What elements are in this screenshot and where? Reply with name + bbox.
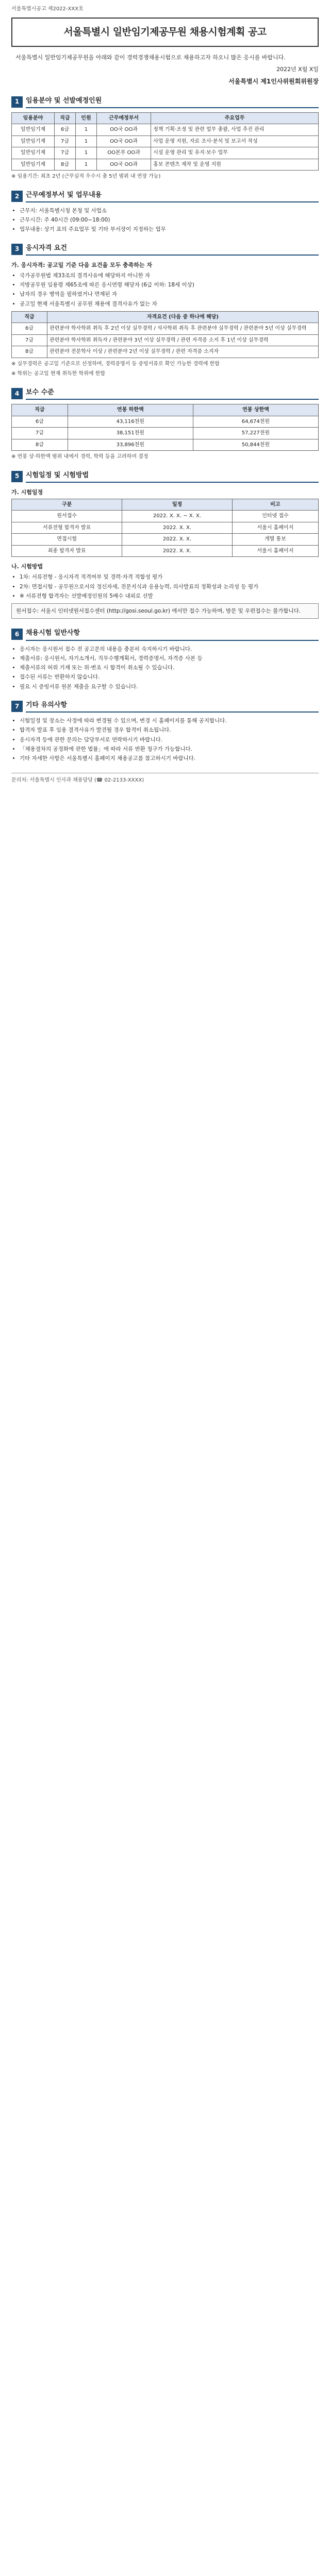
- list-item: • 지방공무원 임용령 제65조에 따른 응시연령 해당자 (6급 이하: 18세 이상): [20, 281, 319, 289]
- list-item: • 공고일 현재 서울특별시 공무원 채용에 결격사유가 없는 자: [20, 300, 319, 308]
- salary-table: [11, 404, 319, 451]
- section-label: 응시자격 요건: [26, 243, 319, 256]
- table-header-row: [12, 311, 319, 323]
- list-item: • 근무시간: 주 40시간 (09:00~18:00): [20, 216, 319, 224]
- table-cell: 홍보 콘텐츠 제작 및 운영 지원: [151, 159, 319, 171]
- table-cell: 원서접수: [12, 511, 122, 522]
- table-row: [12, 323, 319, 335]
- table-header-row: [12, 499, 319, 511]
- table-cell: 38,151천원: [68, 428, 193, 439]
- section-number: 5: [11, 471, 23, 482]
- table-cell: 일반임기제: [12, 147, 55, 159]
- list-item: • 접수된 서류는 반환하지 않습니다.: [20, 673, 319, 681]
- table-header: 일정: [122, 499, 233, 511]
- table-cell: 6급: [12, 416, 68, 428]
- list-item: • 1차: 서류전형 - 응시자격 적격여부 및 경력·자격 적합성 평가: [20, 573, 319, 581]
- list: [11, 207, 319, 234]
- table-header: 주요업무: [151, 112, 319, 124]
- list-item: • 2차: 면접시험 - 공무원으로서의 정신자세, 전문지식과 응용능력, 의사발표의 정확성과 논리성 등 평가: [20, 583, 319, 591]
- table-row: [12, 334, 319, 346]
- table-cell: 최종 합격자 발표: [12, 545, 122, 557]
- table-header-row: [12, 404, 319, 416]
- announcement-date: 2022년 X월 X일: [276, 65, 319, 73]
- table-row: [12, 416, 319, 428]
- subheading: 가. 시험일정: [11, 488, 43, 496]
- table-cell: 6급: [12, 323, 47, 335]
- table-cell: 7급: [54, 147, 75, 159]
- section-heading-6: [11, 628, 319, 640]
- table-cell: 2022. X. X.: [122, 534, 233, 546]
- table-cell: 1: [75, 124, 96, 136]
- list-item: • 국가공무원법 제33조의 결격사유에 해당하지 아니한 자: [20, 272, 319, 280]
- table-cell: OO국 OO과: [96, 124, 151, 136]
- table-row: [12, 124, 319, 136]
- schedule-table: [11, 499, 319, 557]
- section-number: 3: [11, 244, 23, 255]
- section-heading-4: [11, 387, 319, 400]
- table-header: 임용분야: [12, 112, 55, 124]
- table-cell: 8급: [12, 439, 68, 451]
- section-heading-2: [11, 190, 319, 202]
- qualification-table: [11, 311, 319, 358]
- list-item: • 응시자격 등에 관한 문의는 담당부서로 연락하시기 바랍니다.: [20, 736, 319, 744]
- section-number: 2: [11, 191, 23, 202]
- signer: 서울특별시 제1인사위원회위원장: [228, 78, 319, 86]
- list-item: • 제출서류: 응시원서, 자기소개서, 직무수행계획서, 경력증명서, 자격증 사본 등: [20, 654, 319, 663]
- list-item: • 필요 시 증빙서류 원본 제출을 요구할 수 있습니다.: [20, 683, 319, 691]
- table-header: 자격요건 (다음 중 하나에 해당): [47, 311, 319, 323]
- section-heading-1: [11, 96, 319, 108]
- subheading: 나. 시험방법: [11, 563, 43, 570]
- table-cell: 일반임기제: [12, 159, 55, 171]
- table-header: 직급: [54, 112, 75, 124]
- table-row: [12, 522, 319, 534]
- list-item: • 근무지: 서울특별시청 본청 및 사업소: [20, 207, 319, 215]
- table-header: 인원: [75, 112, 96, 124]
- table-header: 구분: [12, 499, 122, 511]
- section-heading-3: [11, 243, 319, 256]
- notice-box: 원서접수: 서울시 인터넷원서접수센터 (http://gosi.seoul.go.kr) 에서만 접수 가능하며, 방문 및 우편접수는 불가합니다.: [11, 603, 319, 619]
- document-number: 서울특별시공고 제2022-XXX호: [11, 6, 84, 12]
- table-cell: 2022. X. X.: [122, 522, 233, 534]
- table-row: [12, 135, 319, 147]
- table-header: 비고: [232, 499, 318, 511]
- table-cell: 2022. X. X. ~ X. X.: [122, 511, 233, 522]
- table-cell: OO본부 OO과: [96, 147, 151, 159]
- table-cell: 7급: [12, 428, 68, 439]
- table-cell: 7급: [54, 135, 75, 147]
- table-header: 연봉 상한액: [193, 404, 318, 416]
- list-item: • 「채용절차의 공정화에 관한 법률」에 따라 서류 반환 청구가 가능합니다.: [20, 745, 319, 753]
- note: ※ 실무경력은 공고일 기준으로 산정하며, 경력증명서 등 증빙서류로 확인 가능한 경력에 한함: [11, 361, 220, 367]
- table-cell: 6급: [54, 124, 75, 136]
- table-cell: 개별 통보: [232, 534, 318, 546]
- section-label: 근무예정부서 및 업무내용: [26, 190, 319, 202]
- table-cell: 시설 운영 관리 및 유지·보수 업무: [151, 147, 319, 159]
- section-number: 7: [11, 701, 23, 712]
- note: ※ 임용기간: 최초 2년 (근무실적 우수시 총 5년 범위 내 연장 가능): [11, 174, 161, 180]
- table-row: [12, 511, 319, 522]
- section-number: 1: [11, 96, 23, 108]
- table-row: [12, 534, 319, 546]
- section-label: 보수 수준: [26, 387, 319, 400]
- table-row: [12, 545, 319, 557]
- section-number: 6: [11, 629, 23, 640]
- section-heading-7: [11, 700, 319, 713]
- list: [11, 717, 319, 762]
- table-header: 연봉 하한액: [68, 404, 193, 416]
- table-row: [12, 346, 319, 358]
- list-item: • ※ 서류전형 합격자는 선발예정인원의 5배수 내외로 선발: [20, 592, 319, 600]
- section-number: 4: [11, 388, 23, 399]
- list-item: • 기타 자세한 사항은 서울특별시 홈페이지 채용공고를 참고하시기 바랍니다.: [20, 754, 319, 762]
- table-cell: 일반임기제: [12, 124, 55, 136]
- list-item: • 응시자는 응시원서 접수 전 공고문의 내용을 충분히 숙지하시기 바랍니다.: [20, 645, 319, 653]
- table-cell: 관련분야 학사학위 취득 후 2년 이상 실무경력 / 석사학위 취득 후 관련분야 실무경력 / 관련분야 5년 이상 실무경력: [47, 323, 319, 335]
- table-cell: 면접시험: [12, 534, 122, 546]
- table-cell: 2022. X. X.: [122, 545, 233, 557]
- table-cell: 서울시 홈페이지: [232, 545, 318, 557]
- table-cell: 43,116천원: [68, 416, 193, 428]
- table-cell: 57,227천원: [193, 428, 318, 439]
- list-item: • 남자의 경우 병역을 필하였거나 면제된 자: [20, 290, 319, 298]
- table-cell: 서류전형 합격자 발표: [12, 522, 122, 534]
- intro-text: 서울특별시 일반임기제공무원을 아래와 같이 경력경쟁채용시험으로 채용하고자 하오니 많은 응시를 바랍니다.: [15, 54, 286, 61]
- list: [11, 645, 319, 691]
- table-cell: OO국 OO과: [96, 135, 151, 147]
- section-heading-5: [11, 470, 319, 483]
- table-cell: 8급: [54, 159, 75, 171]
- table-cell: 1: [75, 159, 96, 171]
- section-label: 임용분야 및 선발예정인원: [26, 96, 319, 108]
- table-cell: 1: [75, 147, 96, 159]
- table-cell: 33,896천원: [68, 439, 193, 451]
- list: [11, 272, 319, 308]
- table-row: [12, 439, 319, 451]
- title-box: [11, 18, 319, 47]
- table-row: [12, 159, 319, 171]
- section-label: 시험일정 및 시험방법: [26, 470, 319, 483]
- note: ※ 연봉 상·하한액 범위 내에서 경력, 학력 등을 고려하여 결정: [11, 454, 148, 460]
- section-label: 채용시험 일반사항: [26, 628, 319, 640]
- table-row: [12, 147, 319, 159]
- table-cell: 관련분야 학사학위 취득자 / 관련분야 3년 이상 실무경력 / 관련 자격증 소지 후 1년 이상 실무경력: [47, 334, 319, 346]
- table-cell: 50,844천원: [193, 439, 318, 451]
- subheading: 가. 응시자격: 공고일 기준 다음 요건을 모두 충족하는 자: [11, 261, 152, 268]
- recruitment-table: [11, 112, 319, 171]
- table-header-row: [12, 112, 319, 124]
- table-cell: 관련분야 전문학사 이상 / 관련분야 2년 이상 실무경력 / 관련 자격증 소지자: [47, 346, 319, 358]
- table-header: 직급: [12, 404, 68, 416]
- table-row: [12, 428, 319, 439]
- list-item: • 제출서류의 허위 기재 또는 위·변조 시 합격이 취소될 수 있습니다.: [20, 664, 319, 672]
- table-cell: 인터넷 접수: [232, 511, 318, 522]
- table-cell: 8급: [12, 346, 47, 358]
- note: ※ 학위는 공고일 현재 취득한 학위에 한함: [11, 371, 106, 377]
- list-item: • 업무내용: 상기 표의 주요업무 및 기타 부서장이 지정하는 업무: [20, 225, 319, 233]
- table-cell: 64,674천원: [193, 416, 318, 428]
- table-cell: 서울시 홈페이지: [232, 522, 318, 534]
- list: [11, 573, 319, 600]
- footer: 문의처: 서울특별시 인사과 채용담당 (☎ 02-2133-XXXX): [11, 773, 319, 785]
- table-header: 직급: [12, 311, 47, 323]
- table-cell: 일반임기제: [12, 135, 55, 147]
- page-title: 서울특별시 일반임기제공무원 채용시험계획 공고: [63, 26, 267, 38]
- table-cell: 1: [75, 135, 96, 147]
- table-header: 근무예정부서: [96, 112, 151, 124]
- table-cell: 사업 운영 지원, 자료 조사·분석 및 보고서 작성: [151, 135, 319, 147]
- table-cell: 7급: [12, 334, 47, 346]
- table-cell: OO국 OO과: [96, 159, 151, 171]
- document-page: [0, 0, 330, 795]
- list-item: • 시험일정 및 장소는 사정에 따라 변경될 수 있으며, 변경 시 홈페이지를 통해 공지합니다.: [20, 717, 319, 725]
- list-item: • 합격자 발표 후 임용 결격사유가 발견될 경우 합격이 취소됩니다.: [20, 726, 319, 734]
- section-label: 기타 유의사항: [26, 700, 319, 713]
- table-cell: 정책 기획·조정 및 관련 업무 총괄, 사업 추진 관리: [151, 124, 319, 136]
